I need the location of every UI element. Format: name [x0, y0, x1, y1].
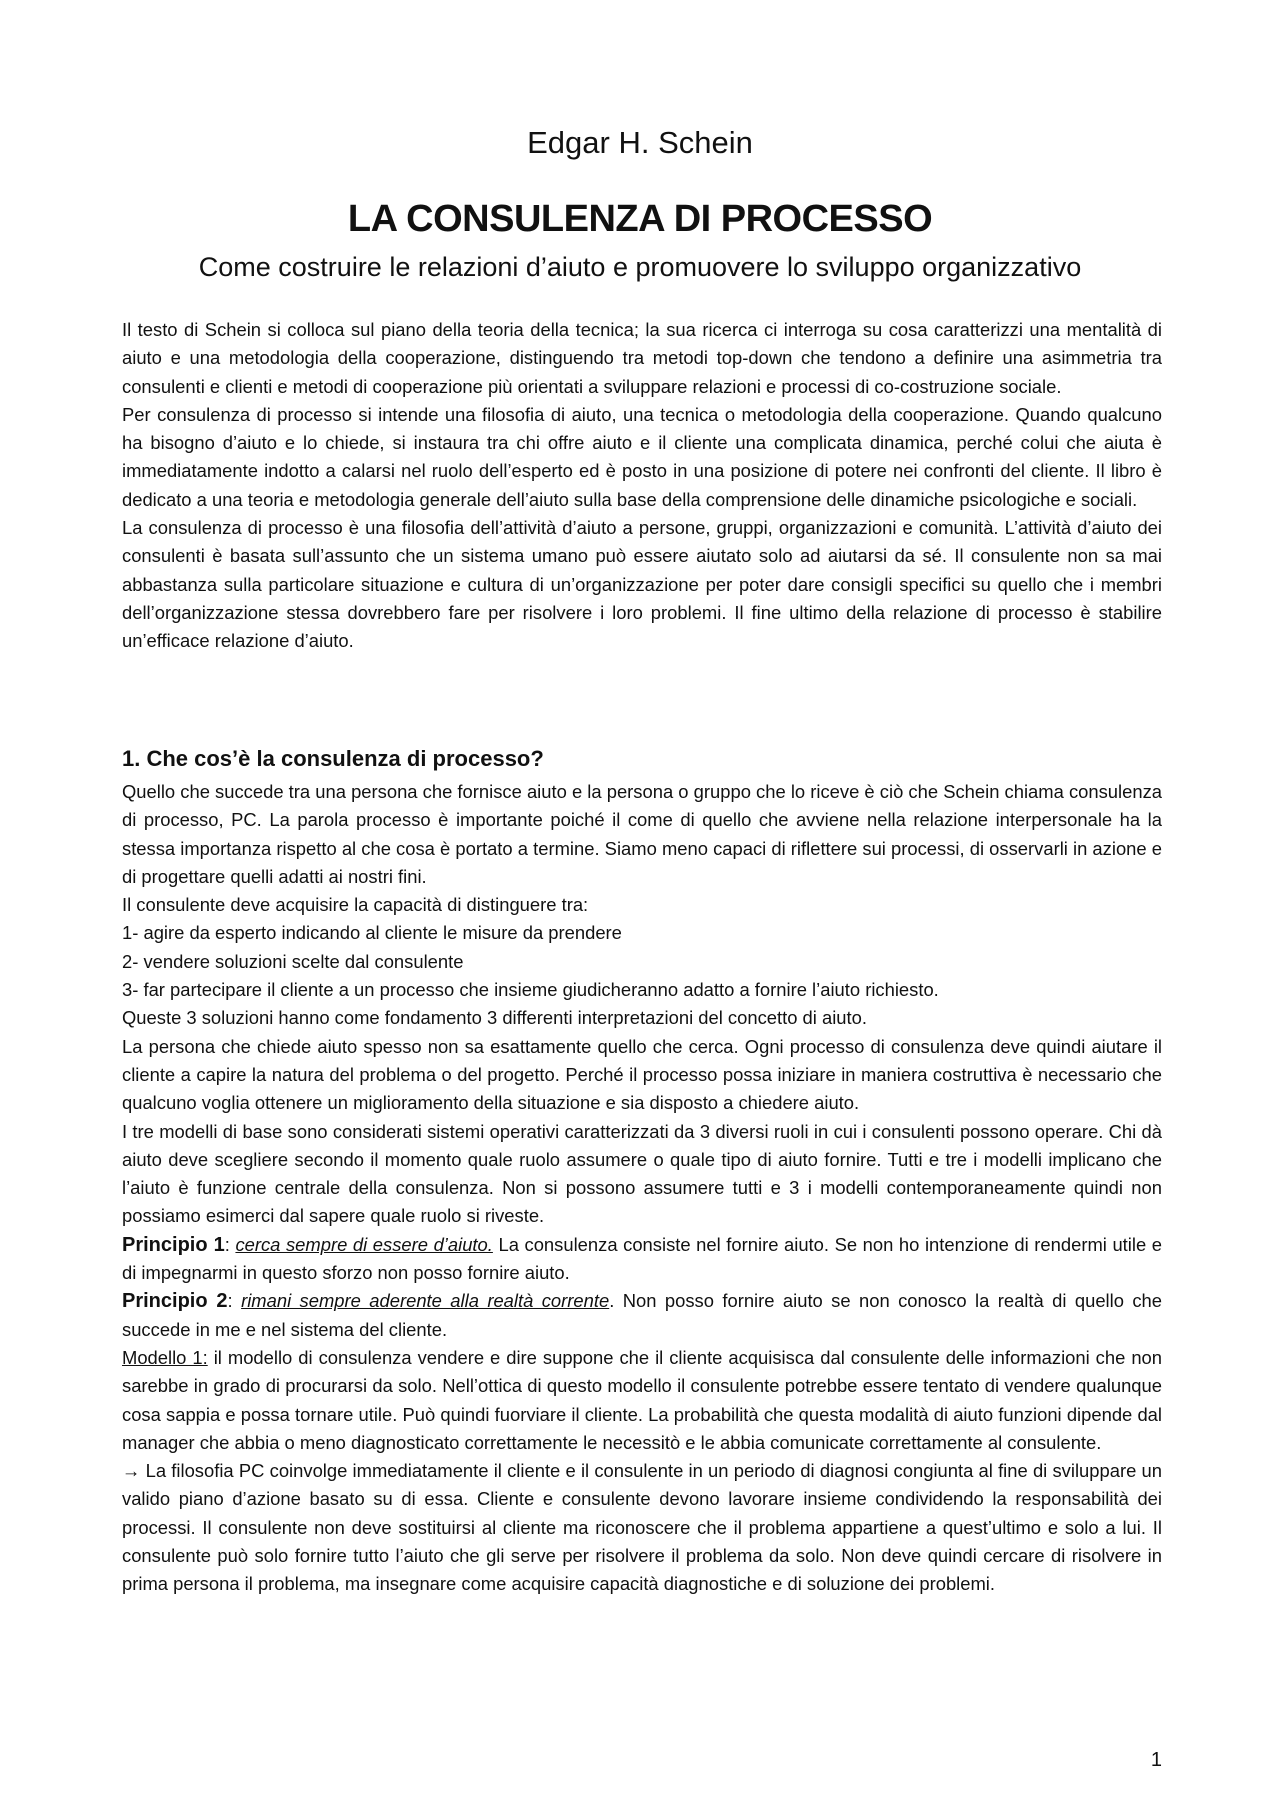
- principle-2: [122, 1287, 1162, 1344]
- intro-paragraph: La consulenza di processo è una filosofia dell’attività d’aiuto a persone, gruppi, organizzazioni e comunità. L’attività d’aiuto dei consulenti è basata sull’assunto che un sistema umano può essere aiutato solo ad aiutarsi da sé. Il consulente non sa mai abbastanza sulla particolare situazione e cultura di un’organizzazione per poter dare consigli specifici su quello che i membri dell’organizzazione stessa dovrebbero fare per risolvere i loro problemi. Il fine ultimo della relazione di processo è stabilire un’efficace relazione d’aiuto.: [122, 517, 1162, 652]
- model-label: Modello 1:: [122, 1346, 208, 1368]
- principle-emphasis: cerca sempre di essere d’aiuto.: [235, 1233, 493, 1255]
- intro-paragraph: Per consulenza di processo si intende una filosofia di aiuto, una tecnica o metodologia della cooperazione. Quando qualcuno ha bisogno d’aiuto e lo chiede, si instaura tra chi offre aiuto e il cliente una complicata dinamica, perché colui che aiuta è immediatamente indotto a calarsi nel ruolo dell’esperto ed è posto in una posizione di potere nei confronti del cliente. Il libro è dedicato a una teoria e metodologia generale dell’aiuto sulla base della comprensione delle dinamiche psicologiche e sociali.: [122, 403, 1162, 510]
- paragraph: Il consulente deve acquisire la capacità di distinguere tra:: [122, 894, 589, 916]
- principle-label: Principio 1: [122, 1233, 225, 1256]
- model-1: [122, 1344, 1162, 1457]
- list-item: 1- agire da esperto indicando al cliente le misure da prendere: [122, 922, 622, 944]
- intro-paragraph: Il testo di Schein si colloca sul piano della teoria della tecnica; la sua ricerca ci interroga su cosa caratterizzi una mentalità di aiuto e una metodologia della cooperazione, distinguendo tra metodi top-down che tendono a definire una asimmetria tra consulenti e clienti e metodi di cooperazione più orientati a sviluppare relazioni e processi di co-costruzione sociale.: [122, 319, 1162, 397]
- paragraph: Quello che succede tra una persona che fornisce aiuto e la persona o gruppo che lo riceve è ciò che Schein chiama consulenza di processo, PC. La parola processo è importante poiché il come di quello che avviene nella relazione interpersonale ha la stessa importanza rispetto al che cosa è portato a termine. Siamo meno capaci di riflettere sui processi, di osservarli in azione e di progettare quelli adatti ai nostri fini.: [122, 781, 1162, 887]
- paragraph: Queste 3 soluzioni hanno come fondamento 3 differenti interpretazioni del concetto di aiuto.: [122, 1007, 867, 1029]
- section-1-body: [122, 778, 1162, 1599]
- page-number: 1: [1150, 1749, 1162, 1771]
- paragraph-text: La filosofia PC coinvolge immediatamente il cliente e il consulente in un periodo di diagnosi congiunta al fine di sviluppare un valido piano d’azione basato su di essa. Cliente e consulente devono lavorare insieme condividendo la responsabilità dei processi. Il consulente non deve sostituirsi al cliente ma riconoscere che il problema appartiene a quest’ultimo e solo a lui. Il consulente può solo fornire tutto l’aiuto che gli serve per risolvere il problema da solo. Non deve quindi cercare di risolvere in prima persona il problema, ma insegnare come acquisire capacità diagnostiche e di soluzione dei problemi.: [122, 1460, 1162, 1595]
- section-heading: 1. Che cos’è la consulenza di processo?: [122, 746, 544, 771]
- model-text: il modello di consulenza vendere e dire suppone che il cliente acquisisca dal consulente delle informazioni che non sarebbe in grado di procurarsi da solo. Nell’ottica di questo modello il consulente potrebbe essere tentato di vendere qualunque cosa sappia e possa tornare utile. Può quindi fuorviare il cliente. La probabilità che questa modalità di aiuto funzioni dipende dal manager che abbia o meno diagnosticato correttamente le necessitò e le abbia comunicate correttamente al consulente.: [122, 1346, 1162, 1453]
- principle-text: . Non posso fornire aiuto se non conosco la realtà di quello che succede in me e nel sistema del cliente.: [122, 1290, 1163, 1340]
- list-item: 2- vendere soluzioni scelte dal consulente: [122, 950, 464, 972]
- principle-1: [122, 1231, 1162, 1288]
- paragraph: I tre modelli di base sono considerati sistemi operativi caratterizzati da 3 diversi ruoli in cui i consulenti possono operare. Chi dà aiuto deve scegliere secondo il momento quale ruolo assumere o quale tipo di aiuto fornire. Tutti e tre i modelli implicano che l’aiuto è funzione centrale della consulenza. Non si possono assumere tutti e 3 i modelli contemporaneamente quindi non possiamo esimerci dal sapere quale ruolo si riveste.: [122, 1120, 1162, 1227]
- principle-text: La consulenza consiste nel fornire aiuto. Se non ho intenzione di rendermi utile e di impegnarmi in questo sforzo non posso fornire aiuto.: [122, 1233, 1162, 1284]
- paragraph: La persona che chiede aiuto spesso non sa esattamente quello che cerca. Ogni processo di consulenza deve quindi aiutare il cliente a capire la natura del problema o del progetto. Perché il processo possa iniziare in maniera costruttiva è necessario che qualcuno voglia ottenere un miglioramento della situazione e sia disposto a chiedere aiuto.: [122, 1035, 1162, 1114]
- principle-label: Principio 2: [122, 1290, 228, 1313]
- separator: :: [227, 1290, 242, 1312]
- intro-section: [122, 316, 1162, 656]
- page-subtitle: Come costruire le relazioni d’aiuto e promuovere lo sviluppo organizzativo: [198, 252, 1082, 282]
- separator: :: [224, 1233, 236, 1255]
- list-item: 3- far partecipare il cliente a un processo che insieme giudicheranno adatto a fornire l’aiuto richiesto.: [122, 979, 939, 1001]
- principle-emphasis: rimani sempre aderente alla realtà corrente: [241, 1290, 610, 1312]
- author-name: Edgar H. Schein: [527, 125, 753, 160]
- arrow-icon: →: [122, 1460, 141, 1482]
- paragraph: [122, 1457, 1162, 1598]
- page-title: LA CONSULENZA DI PROCESSO: [347, 198, 933, 240]
